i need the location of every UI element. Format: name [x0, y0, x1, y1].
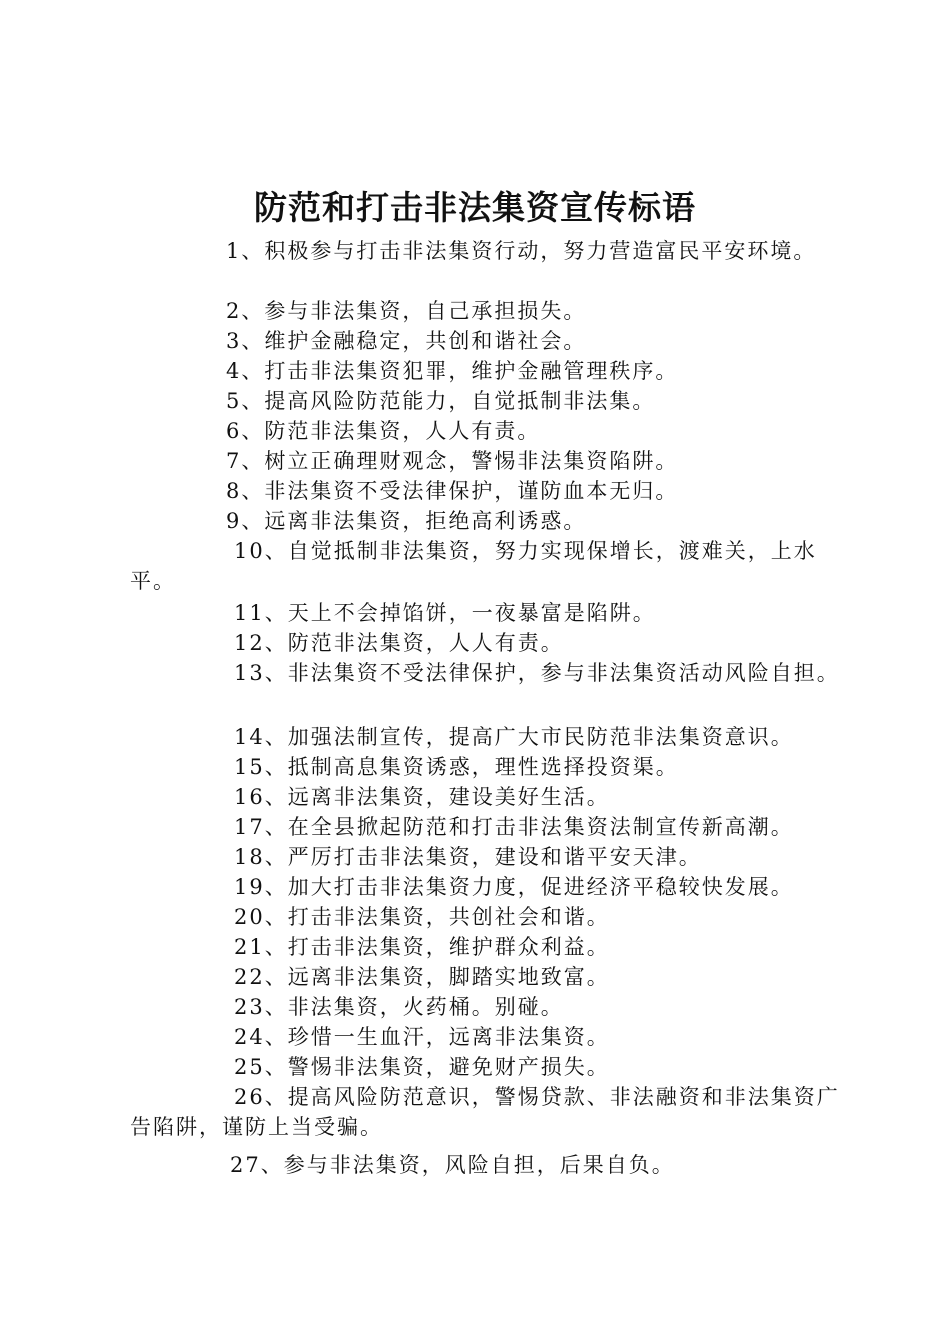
slogan-item: [130, 658, 842, 688]
slogan-text: 打击非法集资犯罪，维护金融管理秩序。: [264, 359, 679, 383]
slogan-number: 11、: [234, 601, 288, 625]
slogan-number: 27、: [230, 1153, 284, 1177]
slogan-text: 天上不会掉馅饼，一夜暴富是陷阱。: [287, 601, 656, 625]
slogan-item: [130, 1052, 842, 1082]
slogan-text: 参与非法集资，风险自担，后果自负。: [283, 1153, 675, 1177]
slogan-item: [130, 296, 842, 326]
slogan-text: 加大打击非法集资力度，促进经济平稳较快发展。: [287, 875, 794, 899]
slogan-number: 9、: [226, 509, 265, 533]
slogan-number: 19、: [234, 875, 288, 899]
slogan-text: 防范非法集资，人人有责。: [264, 419, 541, 443]
slogan-text: 非法集资不受法律保护，参与非法集资活动风险自担。: [287, 661, 840, 685]
slogan-text: 珍惜一生血汗，远离非法集资。: [287, 1025, 610, 1049]
slogan-item: [130, 446, 842, 476]
slogan-text: 维护金融稳定，共创和谐社会。: [264, 329, 587, 353]
slogan-number: 14、: [234, 725, 288, 749]
slogan-text: 远离非法集资，建设美好生活。: [287, 785, 610, 809]
slogan-item: [130, 1150, 842, 1180]
slogan-number: 23、: [234, 995, 288, 1019]
slogan-item: [130, 326, 842, 356]
slogan-item: [130, 812, 842, 842]
slogan-item: [130, 872, 842, 902]
slogan-item: [130, 752, 842, 782]
slogan-number: 1、: [226, 239, 265, 263]
slogan-text: 打击非法集资，共创社会和谐。: [287, 905, 610, 929]
slogan-text: 自觉抵制非法集资，努力实现保增长，渡难关，上水平。: [130, 539, 817, 593]
slogan-item: [130, 598, 842, 628]
slogan-number: 25、: [234, 1055, 288, 1079]
slogan-item: [130, 356, 842, 386]
document-title: 防范和打击非法集资宣传标语: [254, 188, 696, 227]
slogan-number: 22、: [234, 965, 288, 989]
slogan-item: [130, 506, 842, 536]
slogan-text: 非法集资不受法律保护，谨防血本无归。: [264, 479, 679, 503]
slogan-item: [130, 932, 842, 962]
slogan-item: [130, 992, 842, 1022]
slogan-text: 远离非法集资，脚踏实地致富。: [287, 965, 610, 989]
slogan-number: 16、: [234, 785, 288, 809]
slogan-item: [130, 842, 842, 872]
slogan-number: 21、: [234, 935, 288, 959]
slogan-number: 6、: [226, 419, 265, 443]
slogan-item: [130, 1082, 842, 1142]
slogan-number: 3、: [226, 329, 265, 353]
slogan-item: [130, 416, 842, 446]
slogan-item: [130, 1022, 842, 1052]
slogan-text: 抵制高息集资诱惑，理性选择投资渠。: [287, 755, 679, 779]
slogan-text: 远离非法集资，拒绝高利诱惑。: [264, 509, 587, 533]
slogan-number: 20、: [234, 905, 288, 929]
slogan-number: 5、: [226, 389, 265, 413]
slogan-text: 打击非法集资，维护群众利益。: [287, 935, 610, 959]
slogan-number: 24、: [234, 1025, 288, 1049]
slogan-text: 在全县掀起防范和打击非法集资法制宣传新高潮。: [287, 815, 794, 839]
slogan-text: 提高风险防范能力，自觉抵制非法集。: [264, 389, 656, 413]
slogan-text: 参与非法集资，自己承担损失。: [264, 299, 587, 323]
slogan-text: 防范非法集资，人人有责。: [287, 631, 564, 655]
slogan-item: [130, 386, 842, 416]
slogan-text: 树立正确理财观念，警惕非法集资陷阱。: [264, 449, 679, 473]
slogan-number: 10、: [234, 539, 288, 563]
slogan-number: 12、: [234, 631, 288, 655]
slogan-text: 严厉打击非法集资，建设和谐平安天津。: [287, 845, 702, 869]
slogan-item: [130, 782, 842, 812]
slogan-number: 4、: [226, 359, 265, 383]
slogan-number: 15、: [234, 755, 288, 779]
slogan-text: 积极参与打击非法集资行动，努力营造富民平安环境。: [264, 239, 817, 263]
slogan-text: 警惕非法集资，避免财产损失。: [287, 1055, 610, 1079]
slogan-number: 7、: [226, 449, 265, 473]
slogan-item: [130, 902, 842, 932]
slogan-number: 18、: [234, 845, 288, 869]
slogan-number: 13、: [234, 661, 288, 685]
slogan-text: 非法集资，火药桶。别碰。: [287, 995, 564, 1019]
slogan-item: [130, 722, 842, 752]
slogan-text: 加强法制宣传，提高广大市民防范非法集资意识。: [287, 725, 794, 749]
slogan-item: [130, 476, 842, 506]
slogan-item: [130, 628, 842, 658]
slogan-item: [130, 536, 842, 596]
slogan-number: 17、: [234, 815, 288, 839]
slogan-item: [130, 962, 842, 992]
slogan-item: [130, 236, 842, 266]
slogan-number: 2、: [226, 299, 265, 323]
slogan-number: 8、: [226, 479, 265, 503]
slogan-text: 提高风险防范意识，警惕贷款、非法融资和非法集资广告陷阱，谨防上当受骗。: [130, 1085, 840, 1139]
slogan-number: 26、: [234, 1085, 288, 1109]
